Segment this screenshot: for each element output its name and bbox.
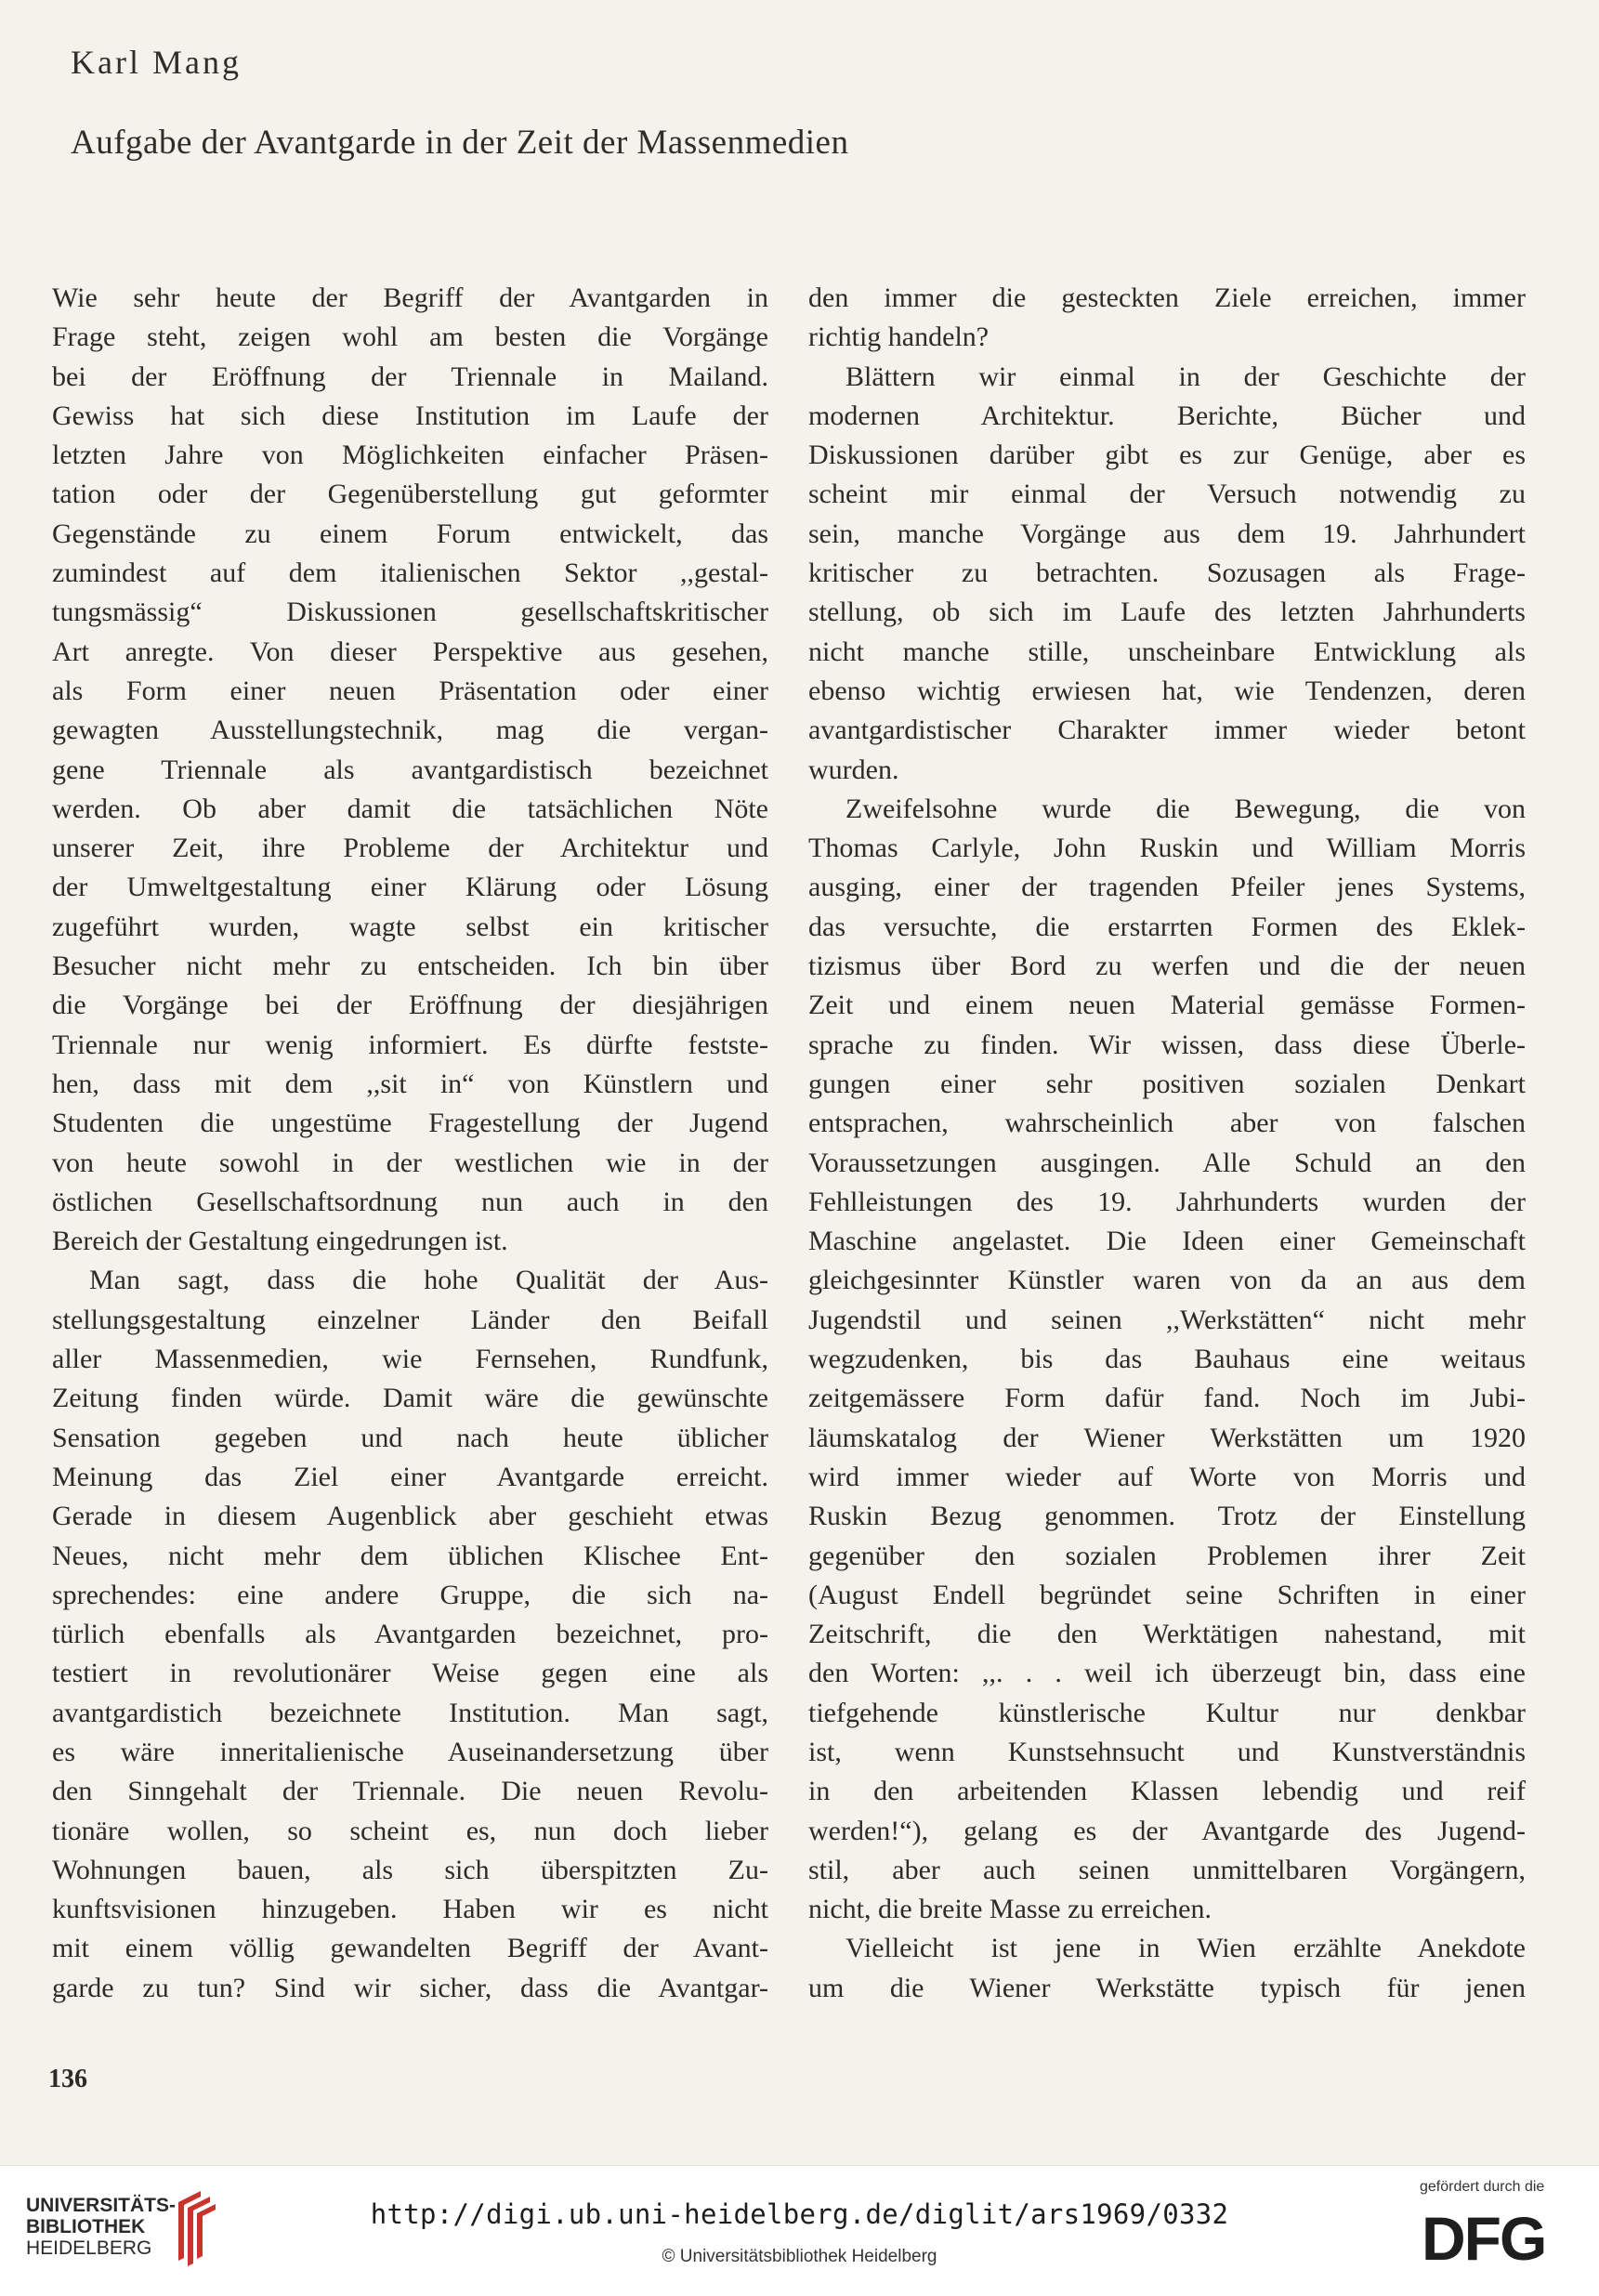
text-line: tation oder der Gegenüberstellung gut geformter: [52, 479, 768, 510]
dfg-logo-text: DFG: [1422, 2204, 1546, 2269]
text-line: tizismus über Bord zu werfen und die der neuen: [808, 951, 1526, 982]
text-line: Bereich der Gestaltung eingedrungen ist.: [52, 1226, 508, 1257]
text-line: Man sagt, dass die hohe Qualität der Aus-: [89, 1265, 768, 1296]
text-line: Gerade in diesem Augenblick aber geschieht etwas: [52, 1501, 768, 1532]
text-line: kritischer zu betrachten. Sozusagen als Frage-: [808, 558, 1526, 589]
text-column-right: [808, 279, 1526, 2008]
text-line: wird immer wieder auf Worte von Morris und: [808, 1461, 1526, 1492]
paragraph: [808, 358, 1526, 790]
text-line: werden!“), gelang es der Avantgarde des Jugend-: [808, 1815, 1526, 1846]
text-line: Voraussetzungen ausgingen. Alle Schuld an den: [808, 1147, 1526, 1178]
text-line: entsprachen, wahrscheinlich aber von falschen: [808, 1108, 1526, 1139]
text-line: Wie sehr heute der Begriff der Avantgarden in: [52, 282, 768, 313]
page-number: 136: [48, 2065, 87, 2093]
text-line: Triennale nur wenig informiert. Es dürfte festste-: [52, 1029, 768, 1060]
text-line: avantgardistich bezeichnete Institution. Man sagt,: [52, 1697, 768, 1728]
text-line: läumskatalog der Wiener Werkstätten um 1920: [808, 1422, 1526, 1453]
text-line: stellungsgestaltung einzelner Länder den Beifall: [52, 1304, 768, 1335]
text-line: den immer die gesteckten Ziele erreichen, immer: [808, 282, 1526, 313]
text-line: gegenüber den sozialen Problemen ihrer Zeit: [808, 1540, 1526, 1571]
text-line: wegzudenken, bis das Bauhaus eine weitaus: [808, 1344, 1526, 1375]
text-line: Zeitschrift, die den Werktätigen nahestand, mit: [808, 1619, 1526, 1650]
text-column-left: [52, 279, 768, 2008]
text-line: zugeführt wurden, wagte selbst ein kritischer: [52, 911, 768, 942]
text-line: zeitgemässere Form dafür fand. Noch im Jubi-: [808, 1383, 1526, 1414]
text-line: garde zu tun? Sind wir sicher, dass die Avantgar-: [52, 1972, 768, 2003]
text-line: Zeitung finden würde. Damit wäre die gewünschte: [52, 1383, 768, 1414]
text-line: Zweifelsohne wurde die Bewegung, die von: [845, 793, 1526, 824]
text-line: den Worten: ,,. . . weil ich überzeugt bin, dass eine: [808, 1658, 1526, 1689]
text-line: (August Endell begründet seine Schriften in einer: [808, 1579, 1526, 1610]
text-line: nicht, die breite Masse zu erreichen.: [808, 1894, 1212, 1925]
author-name: Karl Mang: [71, 44, 242, 81]
text-line: der Umweltgestaltung einer Klärung oder Lösung: [52, 872, 768, 903]
text-line: gungen einer sehr positiven sozialen Denkart: [808, 1068, 1526, 1099]
text-line: scheint mir einmal der Versuch notwendig zu: [808, 479, 1526, 510]
text-line: Diskussionen darüber gibt es zur Genüge, aber es: [808, 440, 1526, 471]
text-line: Gewiss hat sich diese Institution im Laufe der: [52, 400, 768, 431]
text-line: Wohnungen bauen, als sich überspitzten Zu-: [52, 1854, 768, 1885]
dfg-logo-icon: [1420, 2204, 1578, 2269]
copyright-notice: © Universitätsbibliothek Heidelberg: [662, 2247, 937, 2266]
text-line: von heute sowohl in der westlichen wie in der: [52, 1147, 768, 1178]
text-line: Thomas Carlyle, John Ruskin und William Morris: [808, 833, 1526, 864]
library-name-line2: BIBLIOTHEK: [26, 2216, 146, 2237]
text-line: zumindest auf dem italienischen Sektor ,,gestal-: [52, 558, 768, 589]
text-line: bei der Eröffnung der Triennale in Mailand.: [52, 361, 768, 392]
text-line: ausging, einer der tragenden Pfeiler jenes Systems,: [808, 872, 1526, 903]
text-line: türlich ebenfalls als Avantgarden bezeichnet, pro-: [52, 1619, 768, 1650]
text-line: modernen Architektur. Berichte, Bücher und: [808, 400, 1526, 431]
text-line: werden. Ob aber damit die tatsächlichen Nöte: [52, 793, 768, 824]
text-line: letzten Jahre von Möglichkeiten einfacher Präsen-: [52, 440, 768, 471]
text-line: unserer Zeit, ihre Probleme der Architektur und: [52, 833, 768, 864]
text-line: gleichgesinnter Künstler waren von da an aus dem: [808, 1265, 1526, 1296]
text-line: Besucher nicht mehr zu entscheiden. Ich bin über: [52, 951, 768, 982]
text-line: wurden.: [808, 754, 899, 785]
text-line: avantgardistischer Charakter immer wieder betont: [808, 715, 1526, 746]
document-url-link[interactable]: http://digi.ub.uni-heidelberg.de/diglit/ars1969/0332: [370, 2198, 1229, 2230]
text-line: Jugendstil und seinen ,,Werkstätten“ nicht mehr: [808, 1304, 1526, 1335]
library-name-line3: HEIDELBERG: [26, 2237, 152, 2259]
text-line: hen, dass mit dem ,,sit in“ von Künstlern und: [52, 1068, 768, 1099]
text-line: als Form einer neuen Präsentation oder einer: [52, 675, 768, 706]
funding-caption: gefördert durch die: [1420, 2179, 1545, 2195]
text-line: gene Triennale als avantgardistisch bezeichnet: [52, 754, 768, 785]
text-line: testiert in revolutionärer Weise gegen eine als: [52, 1658, 768, 1689]
text-line: Zeit und einem neuen Material gemässe Formen-: [808, 990, 1526, 1021]
text-line: tiefgehende künstlerische Kultur nur denkbar: [808, 1697, 1526, 1728]
text-line: tionäre wollen, so scheint es, nun doch lieber: [52, 1815, 768, 1846]
text-line: Maschine angelastet. Die Ideen einer Gemeinschaft: [808, 1226, 1526, 1257]
paragraph: [808, 279, 1526, 358]
text-line: die Vorgänge bei der Eröffnung der diesjährigen: [52, 990, 768, 1021]
text-line: nicht manche stille, unscheinbare Entwicklung als: [808, 636, 1526, 667]
text-line: Studenten die ungestüme Fragestellung der Jugend: [52, 1108, 768, 1139]
text-line: kunftsvisionen hinzugeben. Haben wir es nicht: [52, 1894, 768, 1925]
text-line: den Sinngehalt der Triennale. Die neuen Revolu-: [52, 1776, 768, 1807]
library-name-line1: UNIVERSITÄTS-: [26, 2195, 177, 2216]
text-line: sprechendes: eine andere Gruppe, die sich na-: [52, 1579, 768, 1610]
text-line: Meinung das Ziel einer Avantgarde erreicht.: [52, 1461, 768, 1492]
text-line: Frage steht, zeigen wohl am besten die Vorgänge: [52, 321, 768, 353]
paragraph: [808, 790, 1526, 1930]
text-line: ist, wenn Kunstsehnsucht und Kunstverständnis: [808, 1736, 1526, 1767]
text-line: mit einem völlig gewandelten Begriff der Avant-: [52, 1933, 768, 1964]
text-line: um die Wiener Werkstätte typisch für jenen: [808, 1972, 1526, 2003]
text-line: sein, manche Vorgänge aus dem 19. Jahrhundert: [808, 518, 1526, 549]
paragraph: [52, 1261, 768, 2008]
text-line: Blättern wir einmal in der Geschichte der: [845, 361, 1526, 392]
text-line: es wäre inneritalienische Auseinandersetzung über: [52, 1736, 768, 1767]
text-line: sprache zu finden. Wir wissen, dass diese Überle-: [808, 1029, 1526, 1060]
text-line: Vielleicht ist jene in Wien erzählte Anekdote: [845, 1933, 1526, 1964]
text-line: Neues, nicht mehr dem üblichen Klischee Ent-: [52, 1540, 768, 1571]
text-line: aller Massenmedien, wie Fernsehen, Rundfunk,: [52, 1344, 768, 1375]
paragraph: [52, 279, 768, 1261]
text-line: östlichen Gesellschaftsordnung nun auch in den: [52, 1186, 768, 1217]
text-line: Art anregte. Von dieser Perspektive aus gesehen,: [52, 636, 768, 667]
text-line: gewagten Ausstellungstechnik, mag die vergan-: [52, 715, 768, 746]
article-title: Aufgabe der Avantgarde in der Zeit der Massenmedien: [71, 124, 849, 162]
text-line: das versuchte, die erstarrten Formen des Eklek-: [808, 911, 1526, 942]
text-line: richtig handeln?: [808, 321, 990, 353]
text-line: tungsmässig“ Diskussionen gesellschaftskritischer: [52, 597, 768, 628]
paragraph: [808, 1929, 1526, 2008]
text-line: Gegenstände zu einem Forum entwickelt, das: [52, 518, 768, 549]
text-line: Fehlleistungen des 19. Jahrhunderts wurden der: [808, 1186, 1526, 1217]
text-line: ebenso wichtig erwiesen hat, wie Tendenzen, deren: [808, 675, 1526, 706]
footer-bar: [0, 2165, 1599, 2296]
text-line: in den arbeitenden Klassen lebendig und reif: [808, 1776, 1526, 1807]
text-line: Sensation gegeben und nach heute üblicher: [52, 1422, 768, 1453]
text-line: Ruskin Bezug genommen. Trotz der Einstellung: [808, 1501, 1526, 1532]
text-line: stil, aber auch seinen unmittelbaren Vorgängern,: [808, 1854, 1526, 1885]
text-line: stellung, ob sich im Laufe des letzten Jahrhunderts: [808, 597, 1526, 628]
